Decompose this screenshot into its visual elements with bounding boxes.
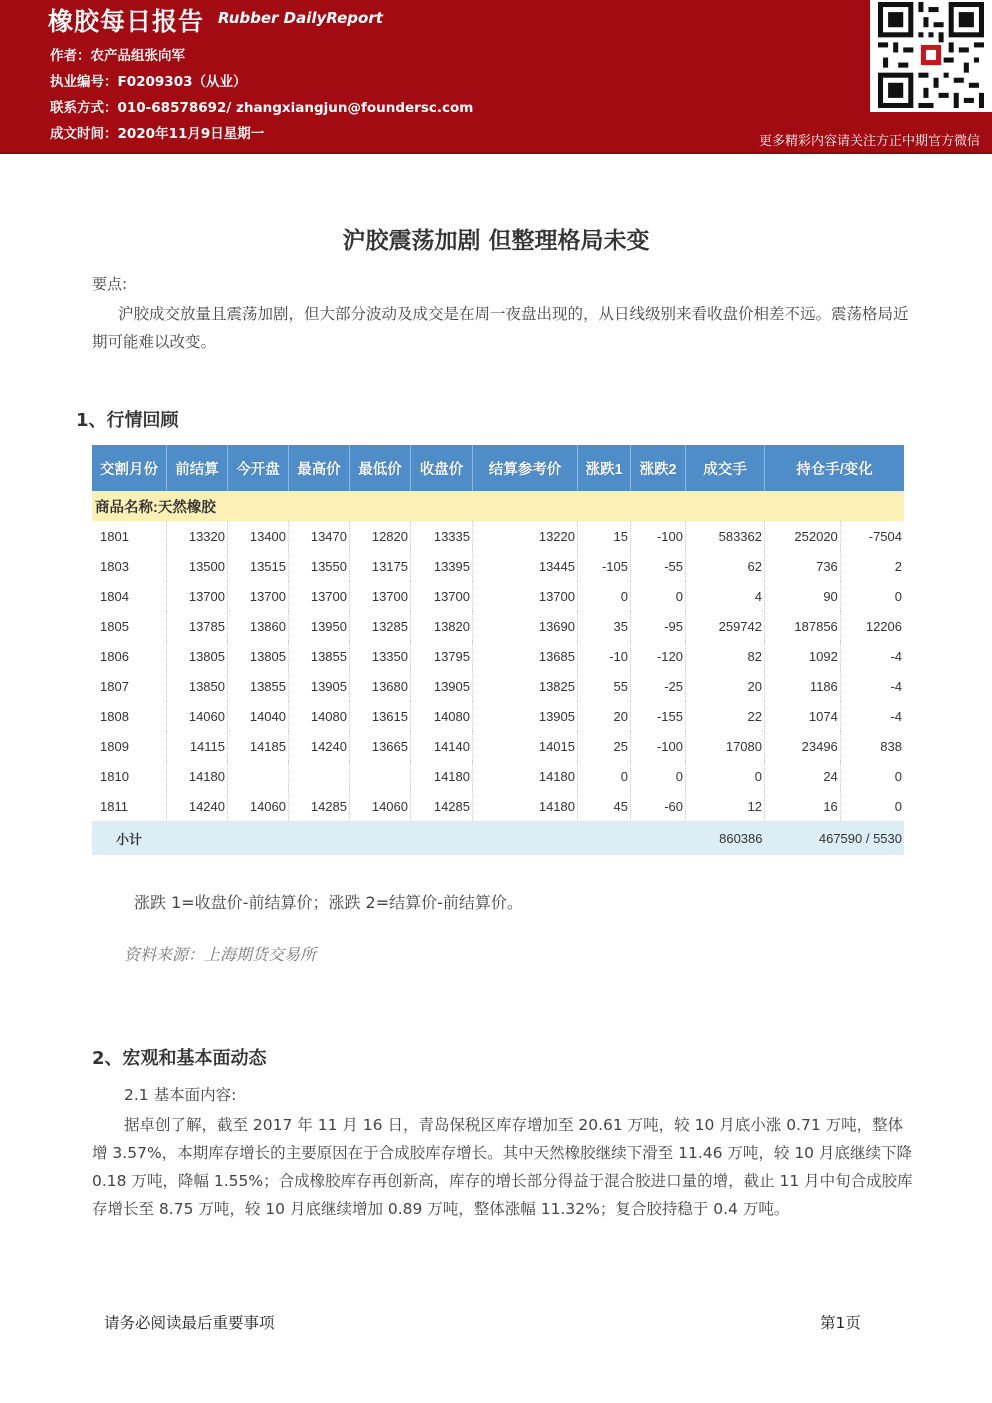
table-cell: 13825: [473, 671, 578, 701]
table-cell: 45: [578, 791, 631, 821]
table-cell: 13905: [473, 701, 578, 731]
table-cell: 22: [686, 701, 765, 731]
table-cell: 20: [686, 671, 765, 701]
table-cell: 13805: [228, 641, 289, 671]
table-row: [92, 671, 904, 701]
table-cell: 13350: [350, 641, 411, 671]
table-cell: 0: [686, 761, 765, 791]
table-cell: 13285: [350, 611, 411, 641]
table-cell: 15: [578, 521, 631, 551]
footer-disclaimer: 请务必阅读最后重要事项: [104, 1314, 275, 1332]
table-cell: 13700: [350, 581, 411, 611]
table-cell: 13700: [473, 581, 578, 611]
table-cell: 583362: [686, 521, 765, 551]
table-cell: -100: [631, 731, 686, 761]
table-row: [92, 641, 904, 671]
table-cell: 0: [894, 588, 902, 604]
qr-code-icon: [870, 0, 992, 112]
table-cell: 0: [578, 581, 631, 611]
table-cell: 0: [894, 798, 902, 814]
table-cell: 1805: [92, 611, 167, 641]
table-row: [92, 701, 904, 731]
table-cell: -55: [631, 551, 686, 581]
table-cell: [350, 761, 411, 791]
table-cell: 13905: [411, 671, 473, 701]
report-title: 橡胶每日报告: [48, 7, 205, 36]
table-cell: 13855: [228, 671, 289, 701]
table-cell: 2: [894, 558, 902, 574]
table-cell: 13805: [167, 641, 228, 671]
table-cell: 187856: [765, 611, 841, 641]
main-title: 沪胶震荡加剧 但整理格局未变: [342, 228, 650, 254]
table-cell: 13905: [289, 671, 350, 701]
table-cell: 13850: [167, 671, 228, 701]
change-definition-note: 涨跌 1=收盘价-前结算价；涨跌 2=结算价-前结算价。: [134, 893, 523, 912]
report-subtitle: Rubber DailyReport: [218, 9, 383, 27]
table-cell: 13680: [350, 671, 411, 701]
table-cell: 4: [686, 581, 765, 611]
table-cell: 259742: [686, 611, 765, 641]
table-cell: 13685: [473, 641, 578, 671]
table-cell: 13860: [228, 611, 289, 641]
table-cell: 13470: [289, 521, 350, 551]
col-header: 前结算: [167, 445, 228, 491]
table-cell: -4: [890, 648, 902, 664]
contact-line: 联系方式：010-68578692/ zhangxiangjun@foundersc.com: [50, 100, 474, 116]
table-cell: 0: [894, 768, 902, 784]
table-cell: 13700: [228, 581, 289, 611]
table-cell: 90: [765, 581, 841, 611]
table-cell: 13700: [167, 581, 228, 611]
table-cell: 14180: [473, 761, 578, 791]
table-cell: 13320: [167, 521, 228, 551]
header-divider: [0, 152, 992, 168]
table-cell: 14180: [473, 791, 578, 821]
commodity-name: 商品名称:天然橡胶: [92, 491, 904, 521]
table-cell: -105: [578, 551, 631, 581]
table-cell: -4: [890, 708, 902, 724]
table-cell: 14240: [289, 731, 350, 761]
table-row: [92, 521, 904, 551]
table-cell: [228, 761, 289, 791]
key-points-text: 沪胶成交放量且震荡加剧，但大部分波动及成交是在周一夜盘出现的，从日线级别来看收盘价相差不远。震荡格局近期可能难以改变。: [92, 305, 909, 351]
table-cell: 13445: [473, 551, 578, 581]
table-cell: 1092: [765, 641, 841, 671]
table-row: [92, 581, 904, 611]
table-cell: 13820: [411, 611, 473, 641]
table-cell: 13950: [289, 611, 350, 641]
table-cell: 14180: [411, 761, 473, 791]
license-line: 执业编号：F0209303（从业）: [50, 74, 247, 90]
section1-heading: 1、行情回顾: [76, 410, 179, 431]
table-cell: 13700: [411, 581, 473, 611]
table-cell: 13550: [289, 551, 350, 581]
table-cell: [289, 761, 350, 791]
table-cell: 0: [578, 761, 631, 791]
table-cell: 13335: [411, 521, 473, 551]
table-cell: 14060: [228, 791, 289, 821]
table-cell: 24: [765, 761, 841, 791]
table-cell: 13175: [350, 551, 411, 581]
table-cell: 23496: [765, 731, 841, 761]
subtotal-volume: 860386: [686, 821, 765, 855]
col-header: 交割月份: [92, 445, 167, 491]
table-cell: 13400: [228, 521, 289, 551]
table-row: [92, 761, 904, 791]
key-points-label: 要点:: [92, 275, 128, 293]
table-cell: 1806: [92, 641, 167, 671]
page-number: 第1页: [820, 1314, 861, 1332]
col-header: 最高价: [289, 445, 350, 491]
table-cell: 0: [631, 581, 686, 611]
table-cell: 1811: [92, 791, 167, 821]
table-cell: 13690: [473, 611, 578, 641]
table-cell: 14240: [167, 791, 228, 821]
table-cell: 25: [578, 731, 631, 761]
table-cell: 1074: [765, 701, 841, 731]
table-cell: 14015: [473, 731, 578, 761]
table-cell: 252020: [765, 521, 841, 551]
table-cell: 14080: [411, 701, 473, 731]
table-cell: 736: [765, 551, 841, 581]
table-cell: -10: [578, 641, 631, 671]
table-cell: -95: [631, 611, 686, 641]
table-cell: 13700: [289, 581, 350, 611]
table-cell: 838: [880, 738, 902, 754]
table-cell: 12: [686, 791, 765, 821]
table-cell: 13500: [167, 551, 228, 581]
table-cell: -60: [631, 791, 686, 821]
table-cell: 0: [631, 761, 686, 791]
table-cell: 13855: [289, 641, 350, 671]
table-cell: 13515: [228, 551, 289, 581]
table-cell: -25: [631, 671, 686, 701]
section2-subtitle: 2.1 基本面内容:: [124, 1086, 237, 1104]
table-cell: 62: [686, 551, 765, 581]
col-header: 持仓手/变化: [765, 445, 905, 491]
table-cell: 55: [578, 671, 631, 701]
table-cell: 14285: [411, 791, 473, 821]
subtotal-row: [92, 821, 904, 855]
subtotal-label: 小计: [92, 821, 686, 855]
report-header: [0, 0, 992, 152]
date-line: 成文时间：2020年11月9日星期一: [50, 126, 265, 142]
table-header-row: [92, 445, 904, 491]
table-cell: 13795: [411, 641, 473, 671]
table-cell: 1808: [92, 701, 167, 731]
col-header: 涨跌2: [631, 445, 686, 491]
table-cell: 14185: [228, 731, 289, 761]
table-row: [92, 791, 904, 821]
author-line: 作者：农产品组张向军: [50, 48, 185, 64]
table-cell: 1801: [92, 521, 167, 551]
wechat-note: 更多精彩内容请关注方正中期官方微信: [758, 134, 980, 149]
table-cell: 13665: [350, 731, 411, 761]
table-cell: 1804: [92, 581, 167, 611]
table-cell: -155: [631, 701, 686, 731]
subtotal-open-interest: 467590 / 5530: [765, 821, 905, 855]
table-cell: 13785: [167, 611, 228, 641]
table-cell: 14080: [289, 701, 350, 731]
table-cell: 1809: [92, 731, 167, 761]
table-cell: -7504: [868, 528, 902, 544]
col-header: 今开盘: [228, 445, 289, 491]
table-cell: 1186: [765, 671, 841, 701]
table-cell: 13615: [350, 701, 411, 731]
table-cell: 12206: [865, 618, 902, 634]
commodity-group-row: [92, 491, 904, 521]
col-header: 收盘价: [411, 445, 473, 491]
table-cell: 14060: [350, 791, 411, 821]
table-cell: 82: [686, 641, 765, 671]
col-header: 涨跌1: [578, 445, 631, 491]
table-cell: 20: [578, 701, 631, 731]
table-cell: 13395: [411, 551, 473, 581]
table-cell: 14180: [167, 761, 228, 791]
table-cell: 14040: [228, 701, 289, 731]
table-cell: 14140: [411, 731, 473, 761]
table-cell: 14115: [167, 731, 228, 761]
table-cell: -4: [890, 678, 902, 694]
table-cell: 1803: [92, 551, 167, 581]
market-quotes-table: [92, 445, 904, 855]
table-cell: 1807: [92, 671, 167, 701]
table-cell: 13220: [473, 521, 578, 551]
table-cell: -100: [631, 521, 686, 551]
data-source: 资料来源：上海期货交易所: [124, 945, 317, 964]
table-cell: 14060: [167, 701, 228, 731]
table-cell: 1810: [92, 761, 167, 791]
section2-heading: 2、宏观和基本面动态: [92, 1048, 267, 1069]
section2-body: 据卓创了解，截至 2017 年 11 月 16 日，青岛保税区库存增加至 20.61 万吨，较 10 月底小涨 0.71 万吨，整体增 3.57%，本期库存增长的主要原因在于合成胶库存增长。其中天然橡胶继续下滑至 11.46 万吨，较 10 月底继续下降 0.18 万吨，降幅 1.55%；合成橡胶库存再创新高，库存的增长部分得益于混合胶进口量的增，截止 11 月中旬合成胶库存增长至 8.75 万吨，较 10 月底继续增加 0.89 万吨，整体涨幅 11.32%；复合胶持稳于 0.4 万吨。: [92, 1116, 913, 1218]
table-cell: 12820: [350, 521, 411, 551]
table-row: [92, 551, 904, 581]
table-cell: 14285: [289, 791, 350, 821]
table-cell: -120: [631, 641, 686, 671]
table-row: [92, 611, 904, 641]
col-header: 成交手: [686, 445, 765, 491]
table-cell: 35: [578, 611, 631, 641]
table-cell: 17080: [686, 731, 765, 761]
col-header: 最低价: [350, 445, 411, 491]
table-cell: 16: [765, 791, 841, 821]
table-row: [92, 731, 904, 761]
col-header: 结算参考价: [473, 445, 578, 491]
